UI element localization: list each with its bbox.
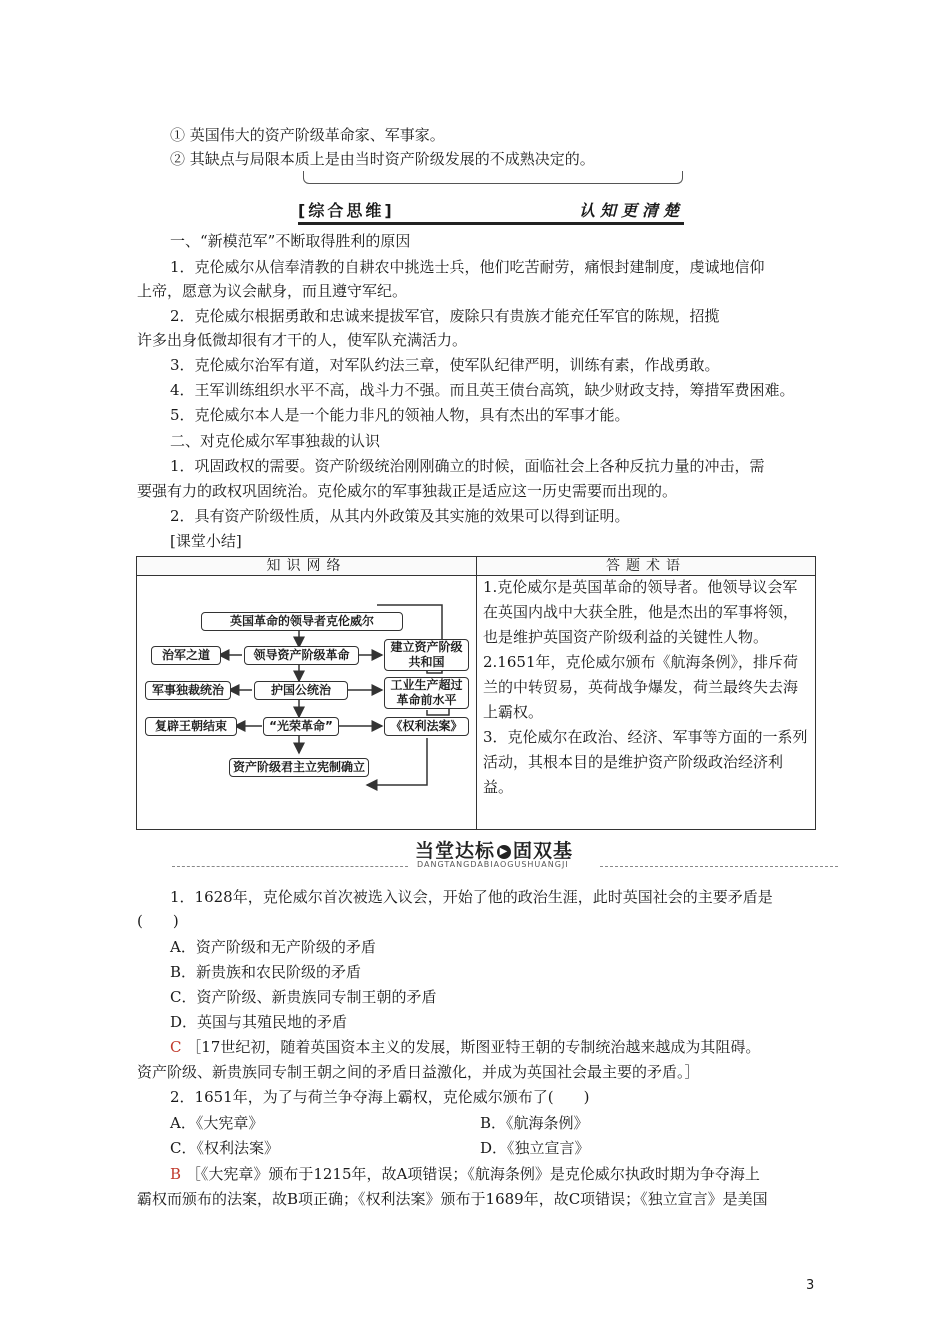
banner-subtitle: DANGTANGDABIAOGUSHUANGJI	[417, 860, 569, 869]
section-header	[298, 198, 684, 222]
q1-option-d: D．英国与其殖民地的矛盾	[170, 1013, 348, 1031]
arrow-circle-icon: ▶	[497, 845, 511, 859]
terms-text	[483, 575, 811, 800]
part2-item1-a: 1．巩固政权的需要。资产阶级统治刚刚确立的时候，面临社会上各种反抗力量的冲击，需	[170, 457, 765, 475]
node-right2: 工业生产超过革命前水平	[384, 677, 469, 709]
node-right3: 《权利法案》	[384, 717, 469, 736]
part1-item4: 4．王军训练组织水平不高，战斗力不强。而且英王债台高筑，缺少财政支持，筹措军费困难。	[170, 381, 795, 399]
q1-option-c: C．资产阶级、新贵族同专制王朝的矛盾	[170, 988, 437, 1006]
banner-title-left: 当堂达标	[415, 840, 496, 862]
intro-line-2: ② 其缺点与局限本质上是由当时资产阶级发展的不成熟决定的。	[170, 150, 595, 168]
summary-table	[136, 556, 816, 830]
part1-heading: 一、“新模范军”不断取得胜利的原因	[170, 232, 411, 250]
summary-label: [课堂小结]	[170, 532, 242, 550]
q2-option-d: D．《独立宣言》	[480, 1139, 590, 1157]
banner-title-right: 固双基	[513, 840, 574, 862]
q2-stem: 2．1651年，为了与荷兰争夺海上霸权，克伦威尔颁布了( )	[170, 1088, 590, 1106]
part2-heading: 二、对克伦威尔军事独裁的认识	[170, 432, 381, 450]
q2-explanation-text: ［《大宪章》颁布于1215年，故A项错误；《航海条例》是克伦威尔执政时期为争夺海上	[185, 1165, 760, 1183]
q2-option-a: A．《大宪章》	[170, 1114, 264, 1132]
section-header-left: [综合思维]	[298, 201, 395, 220]
node-right1: 建立资产阶级共和国	[384, 639, 469, 671]
banner-title	[415, 836, 573, 863]
term-3: 3．克伦威尔在政治、经济、军事等方面的一系列活动，其根本目的是维护资产阶级政治经济利益。	[483, 728, 808, 796]
q1-option-b: B．新贵族和农民阶级的矛盾	[170, 963, 362, 981]
q2-explanation-a	[170, 1163, 760, 1185]
q1-option-a: A．资产阶级和无产阶级的矛盾	[170, 938, 376, 956]
part2-item1-b: 要强有力的政权巩固统治。克伦威尔的军事独裁正是适应这一历史需要而出现的。	[137, 482, 678, 500]
node-mid3: “光荣革命”	[263, 717, 339, 736]
q1-explanation-text: ［17世纪初，随着英国资本主义的发展，斯图亚特王朝的专制统治越来越成为其阻碍。	[186, 1038, 761, 1056]
node-left1: 治军之道	[151, 646, 221, 665]
node-top: 英国革命的领导者克伦威尔	[201, 612, 403, 631]
q2-option-c: C．《权利法案》	[170, 1139, 279, 1157]
intro-line-1: ① 英国伟大的资产阶级革命家、军事家。	[170, 126, 445, 144]
section-header-rule	[298, 222, 684, 225]
banner	[415, 836, 595, 872]
node-mid1: 领导资产阶级革命	[244, 646, 359, 665]
q2-answer: B	[170, 1165, 182, 1183]
part1-item1-a: 1．克伦威尔从信奉清教的自耕农中挑选士兵，他们吃苦耐劳，痛恨封建制度，虔诚地信仰	[170, 258, 765, 276]
q1-explanation-b: 资产阶级、新贵族同专制王朝之间的矛盾日益激化，并成为英国社会最主要的矛盾。］	[137, 1063, 700, 1081]
part1-item2-b: 许多出身低微却很有才干的人，使军队充满活力。	[137, 331, 468, 349]
node-left2: 军事独裁统治	[145, 681, 231, 700]
q1-explanation-a	[170, 1036, 760, 1058]
section-header-right: 认知更清楚	[578, 201, 684, 220]
part1-item5: 5．克伦威尔本人是一个能力非凡的领袖人物，具有杰出的军事才能。	[170, 406, 630, 424]
q2-option-b: B．《航海条例》	[480, 1114, 589, 1132]
bracket-divider	[303, 171, 683, 184]
term-2: 2.1651年，克伦威尔颁布《航海条例》，排斥荷兰的中转贸易，英荷战争爆发，荷兰最终失去海上霸权。	[483, 653, 799, 721]
q2-explanation-b: 霸权而颁布的法案，故B项正确；《权利法案》颁布于1689年，故C项错误；《独立宣言》是美国	[137, 1190, 768, 1208]
part1-item1-b: 上帝，愿意为议会献身，而且遵守军纪。	[137, 282, 408, 300]
col-header-knowledge: 知识网络	[137, 557, 476, 576]
col-header-terms: 答题术语	[477, 557, 815, 576]
part2-item2: 2．具有资产阶级性质，从其内外政策及其实施的效果可以得到证明。	[170, 507, 630, 525]
node-left3: 复辟王朝结束	[145, 717, 237, 736]
part1-item2-a: 2．克伦威尔根据勇敢和忠诚来提拔军官，废除只有贵族才能充任军官的陈规，招揽	[170, 307, 720, 325]
q1-stem-a: 1．1628年，克伦威尔首次被选入议会，开始了他的政治生涯，此时英国社会的主要矛盾是	[170, 888, 773, 906]
page-number: 3	[806, 1278, 815, 1293]
node-mid2: 护国公统治	[254, 681, 348, 700]
banner-dash-left	[172, 866, 408, 867]
q1-stem-b: ( )	[137, 912, 179, 930]
part1-item3: 3．克伦威尔治军有道，对军队约法三章，使军队纪律严明，训练有素，作战勇敢。	[170, 356, 720, 374]
banner-dash-right	[600, 866, 838, 867]
table-divider	[476, 557, 477, 829]
term-1: 1.克伦威尔是英国革命的领导者。他领导议会军在英国内战中大获全胜，他是杰出的军事将领，也是维护英国资产阶级利益的关键性人物。	[483, 578, 799, 646]
node-bottom: 资产阶级君主立宪制确立	[229, 758, 369, 777]
q1-answer: C	[170, 1038, 182, 1056]
